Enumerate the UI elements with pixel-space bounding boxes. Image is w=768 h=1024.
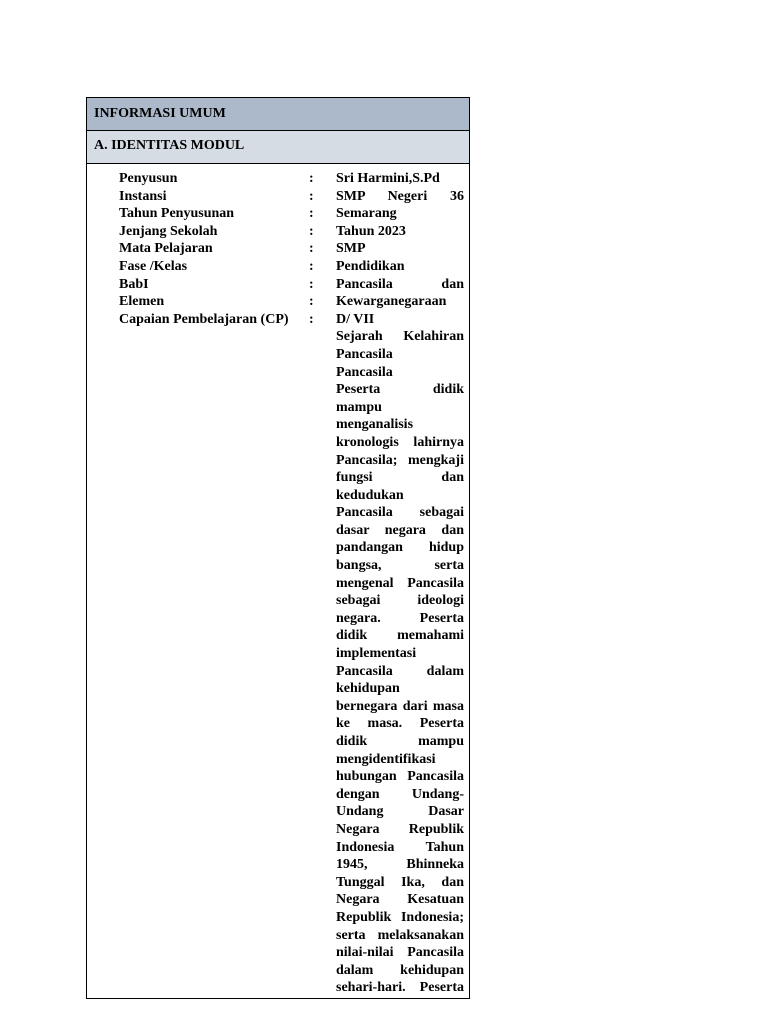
value-column xyxy=(336,170,464,997)
colon-separator: : xyxy=(309,171,314,186)
colon-separator: : xyxy=(309,258,314,274)
colon-separator: : xyxy=(309,241,314,257)
informasi-umum-table xyxy=(86,97,470,999)
header-title: INFORMASI UMUM xyxy=(94,106,226,121)
value-line: Tahun 2023 xyxy=(336,223,406,239)
value-line: SMP Negeri 36 xyxy=(336,188,464,204)
value-line: Pancasila xyxy=(336,364,393,380)
value-line: mengenal Pancasila xyxy=(336,575,464,591)
value-line: Pendidikan xyxy=(336,258,405,274)
colon-column xyxy=(309,170,319,328)
value-line: dalam kehidupan xyxy=(336,962,464,978)
value-line: Semarang xyxy=(336,206,397,222)
label-penyusun: Penyusun xyxy=(119,171,178,186)
value-line: sehari-hari. Peserta xyxy=(336,980,464,996)
label-elemen: Elemen xyxy=(119,294,165,310)
value-line: Pancasila dalam xyxy=(336,663,464,679)
value-line: Pancasila dan xyxy=(336,276,464,292)
label-tahun-penyusunan: Tahun Penyusunan xyxy=(119,206,235,222)
value-line: D/ VII xyxy=(336,311,375,327)
value-line: serta melaksanakan xyxy=(336,927,464,943)
value-line: dengan Undang- xyxy=(336,786,464,802)
value-line: bangsa, serta xyxy=(336,558,464,574)
value-line: nilai-nilai Pancasila xyxy=(336,945,464,961)
value-line: Pancasila sebagai xyxy=(336,505,464,521)
colon-separator: : xyxy=(309,188,314,204)
value-line: Negara Republik xyxy=(336,821,464,837)
value-line: mengidentifikasi xyxy=(336,751,436,767)
value-line: kronologis lahirnya xyxy=(336,434,464,450)
label-mata-pelajaran: Mata Pelajaran xyxy=(119,241,213,257)
value-line: 1945, Bhinneka xyxy=(336,857,464,873)
section-title: A. IDENTITAS MODUL xyxy=(94,138,245,153)
label-jenjang-sekolah: Jenjang Sekolah xyxy=(119,223,218,239)
value-line: Pancasila xyxy=(336,346,393,362)
value-line: Indonesia Tahun xyxy=(336,839,464,855)
value-line: dasar negara dan xyxy=(336,522,464,538)
colon-separator: : xyxy=(309,223,314,239)
label-capaian-pembelajaran: Capaian Pembelajaran (CP) xyxy=(119,311,289,327)
value-line: fungsi dan xyxy=(336,470,464,486)
value-line: didik memahami xyxy=(336,628,464,644)
value-line: sebagai ideologi xyxy=(336,593,464,609)
label-instansi: Instansi xyxy=(119,188,167,204)
label-column xyxy=(119,170,309,328)
label-bab: BabI xyxy=(119,276,149,292)
colon-separator: : xyxy=(309,276,314,292)
value-line: SMP xyxy=(336,241,366,257)
value-line: Sejarah Kelahiran xyxy=(336,329,464,345)
value-line: Pancasila; mengkaji xyxy=(336,452,464,468)
value-line: Republik Indonesia; xyxy=(336,909,464,925)
table-header xyxy=(87,98,469,131)
label-fase-kelas: Fase /Kelas xyxy=(119,258,188,274)
value-line: Undang Dasar xyxy=(336,804,464,820)
identitas-body xyxy=(87,164,469,998)
colon-separator: : xyxy=(309,294,314,310)
colon-separator: : xyxy=(309,311,314,327)
value-line: bernegara dari masa xyxy=(336,698,464,714)
value-line: Peserta didik xyxy=(336,382,464,398)
value-line: Tunggal Ika, dan xyxy=(336,874,464,890)
value-line: kedudukan xyxy=(336,487,404,503)
value-line: didik mampu xyxy=(336,734,464,749)
value-line: mampu xyxy=(336,399,382,415)
value-line: negara. Peserta xyxy=(336,610,464,626)
colon-separator: : xyxy=(309,206,314,222)
section-header xyxy=(87,131,469,164)
value-line: hubungan Pancasila xyxy=(336,769,464,785)
value-line: Kewarganegaraan xyxy=(336,294,447,310)
value-line: pandangan hidup xyxy=(336,540,464,556)
value-line: implementasi xyxy=(336,646,417,662)
value-line: Sri Harmini,S.Pd xyxy=(336,171,440,186)
value-line: kehidupan xyxy=(336,681,400,697)
value-line: ke masa. Peserta xyxy=(336,716,464,732)
value-line: menganalisis xyxy=(336,417,414,433)
value-line: Negara Kesatuan xyxy=(336,892,464,908)
